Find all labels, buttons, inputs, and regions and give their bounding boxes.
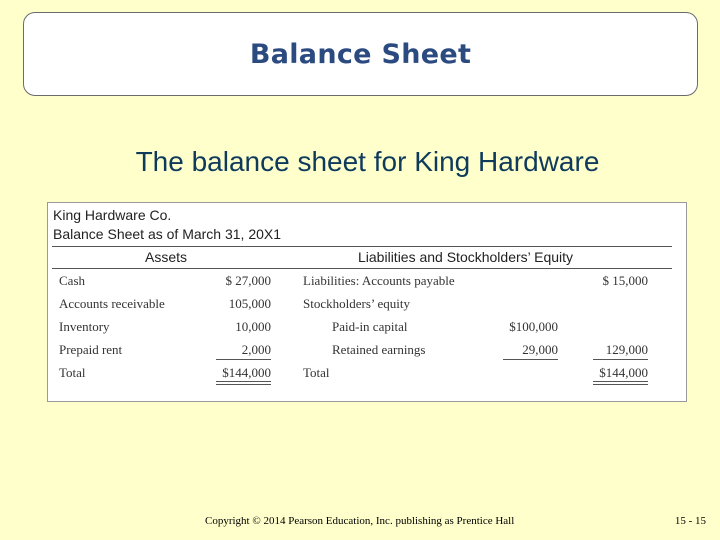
- balance-sheet-heading: Balance Sheet as of March 31, 20X1: [53, 226, 282, 242]
- liability-total-label: Total: [303, 365, 330, 380]
- asset-label: Inventory: [59, 319, 110, 334]
- asset-label: Prepaid rent: [59, 342, 123, 357]
- asset-total-rule-2: [216, 384, 271, 385]
- liability-label: Liabilities: Accounts payable: [303, 273, 455, 288]
- liability-subtotal-rule: [593, 359, 648, 360]
- assets-header: Assets: [145, 249, 188, 265]
- asset-value: 2,000: [241, 342, 271, 357]
- asset-total-value: $144,000: [222, 365, 271, 380]
- asset-value: 105,000: [228, 296, 271, 311]
- liability-value: 129,000: [605, 342, 648, 357]
- liability-total-rule-1: [593, 381, 648, 382]
- page-number: 15 - 15: [674, 515, 706, 527]
- asset-value: $ 27,000: [225, 273, 271, 288]
- company-name: King Hardware Co.: [53, 207, 172, 223]
- slide-title: Balance Sheet: [249, 38, 472, 70]
- asset-subtotal-rule: [216, 359, 271, 360]
- asset-total-label: Total: [59, 365, 86, 380]
- header-top-rule: [52, 246, 672, 247]
- asset-value: 10,000: [235, 319, 271, 334]
- liability-total-rule-2: [593, 384, 648, 385]
- liability-subvalue: 29,000: [522, 342, 558, 357]
- liability-label: Stockholders’ equity: [303, 296, 410, 311]
- copyright-notice: Copyright © 2014 Pearson Education, Inc. publishing as Prentice Hall: [205, 515, 515, 527]
- liability-total-value: $144,000: [599, 365, 648, 380]
- equity-subtotal-rule: [503, 359, 558, 360]
- liability-label: Retained earnings: [332, 342, 426, 357]
- slide-title-box: [23, 12, 698, 96]
- slide-subtitle: The balance sheet for King Hardware: [135, 146, 600, 177]
- liabilities-header: Liabilities and Stockholders’ Equity: [358, 249, 574, 265]
- asset-label: Cash: [59, 273, 85, 288]
- liability-subvalue: $100,000: [509, 319, 558, 334]
- liability-value: $ 15,000: [602, 273, 648, 288]
- asset-total-rule-1: [216, 381, 271, 382]
- balance-sheet-table: [47, 202, 687, 402]
- header-bottom-rule: [52, 268, 672, 269]
- asset-label: Accounts receivable: [59, 296, 165, 311]
- liability-label: Paid-in capital: [332, 319, 408, 334]
